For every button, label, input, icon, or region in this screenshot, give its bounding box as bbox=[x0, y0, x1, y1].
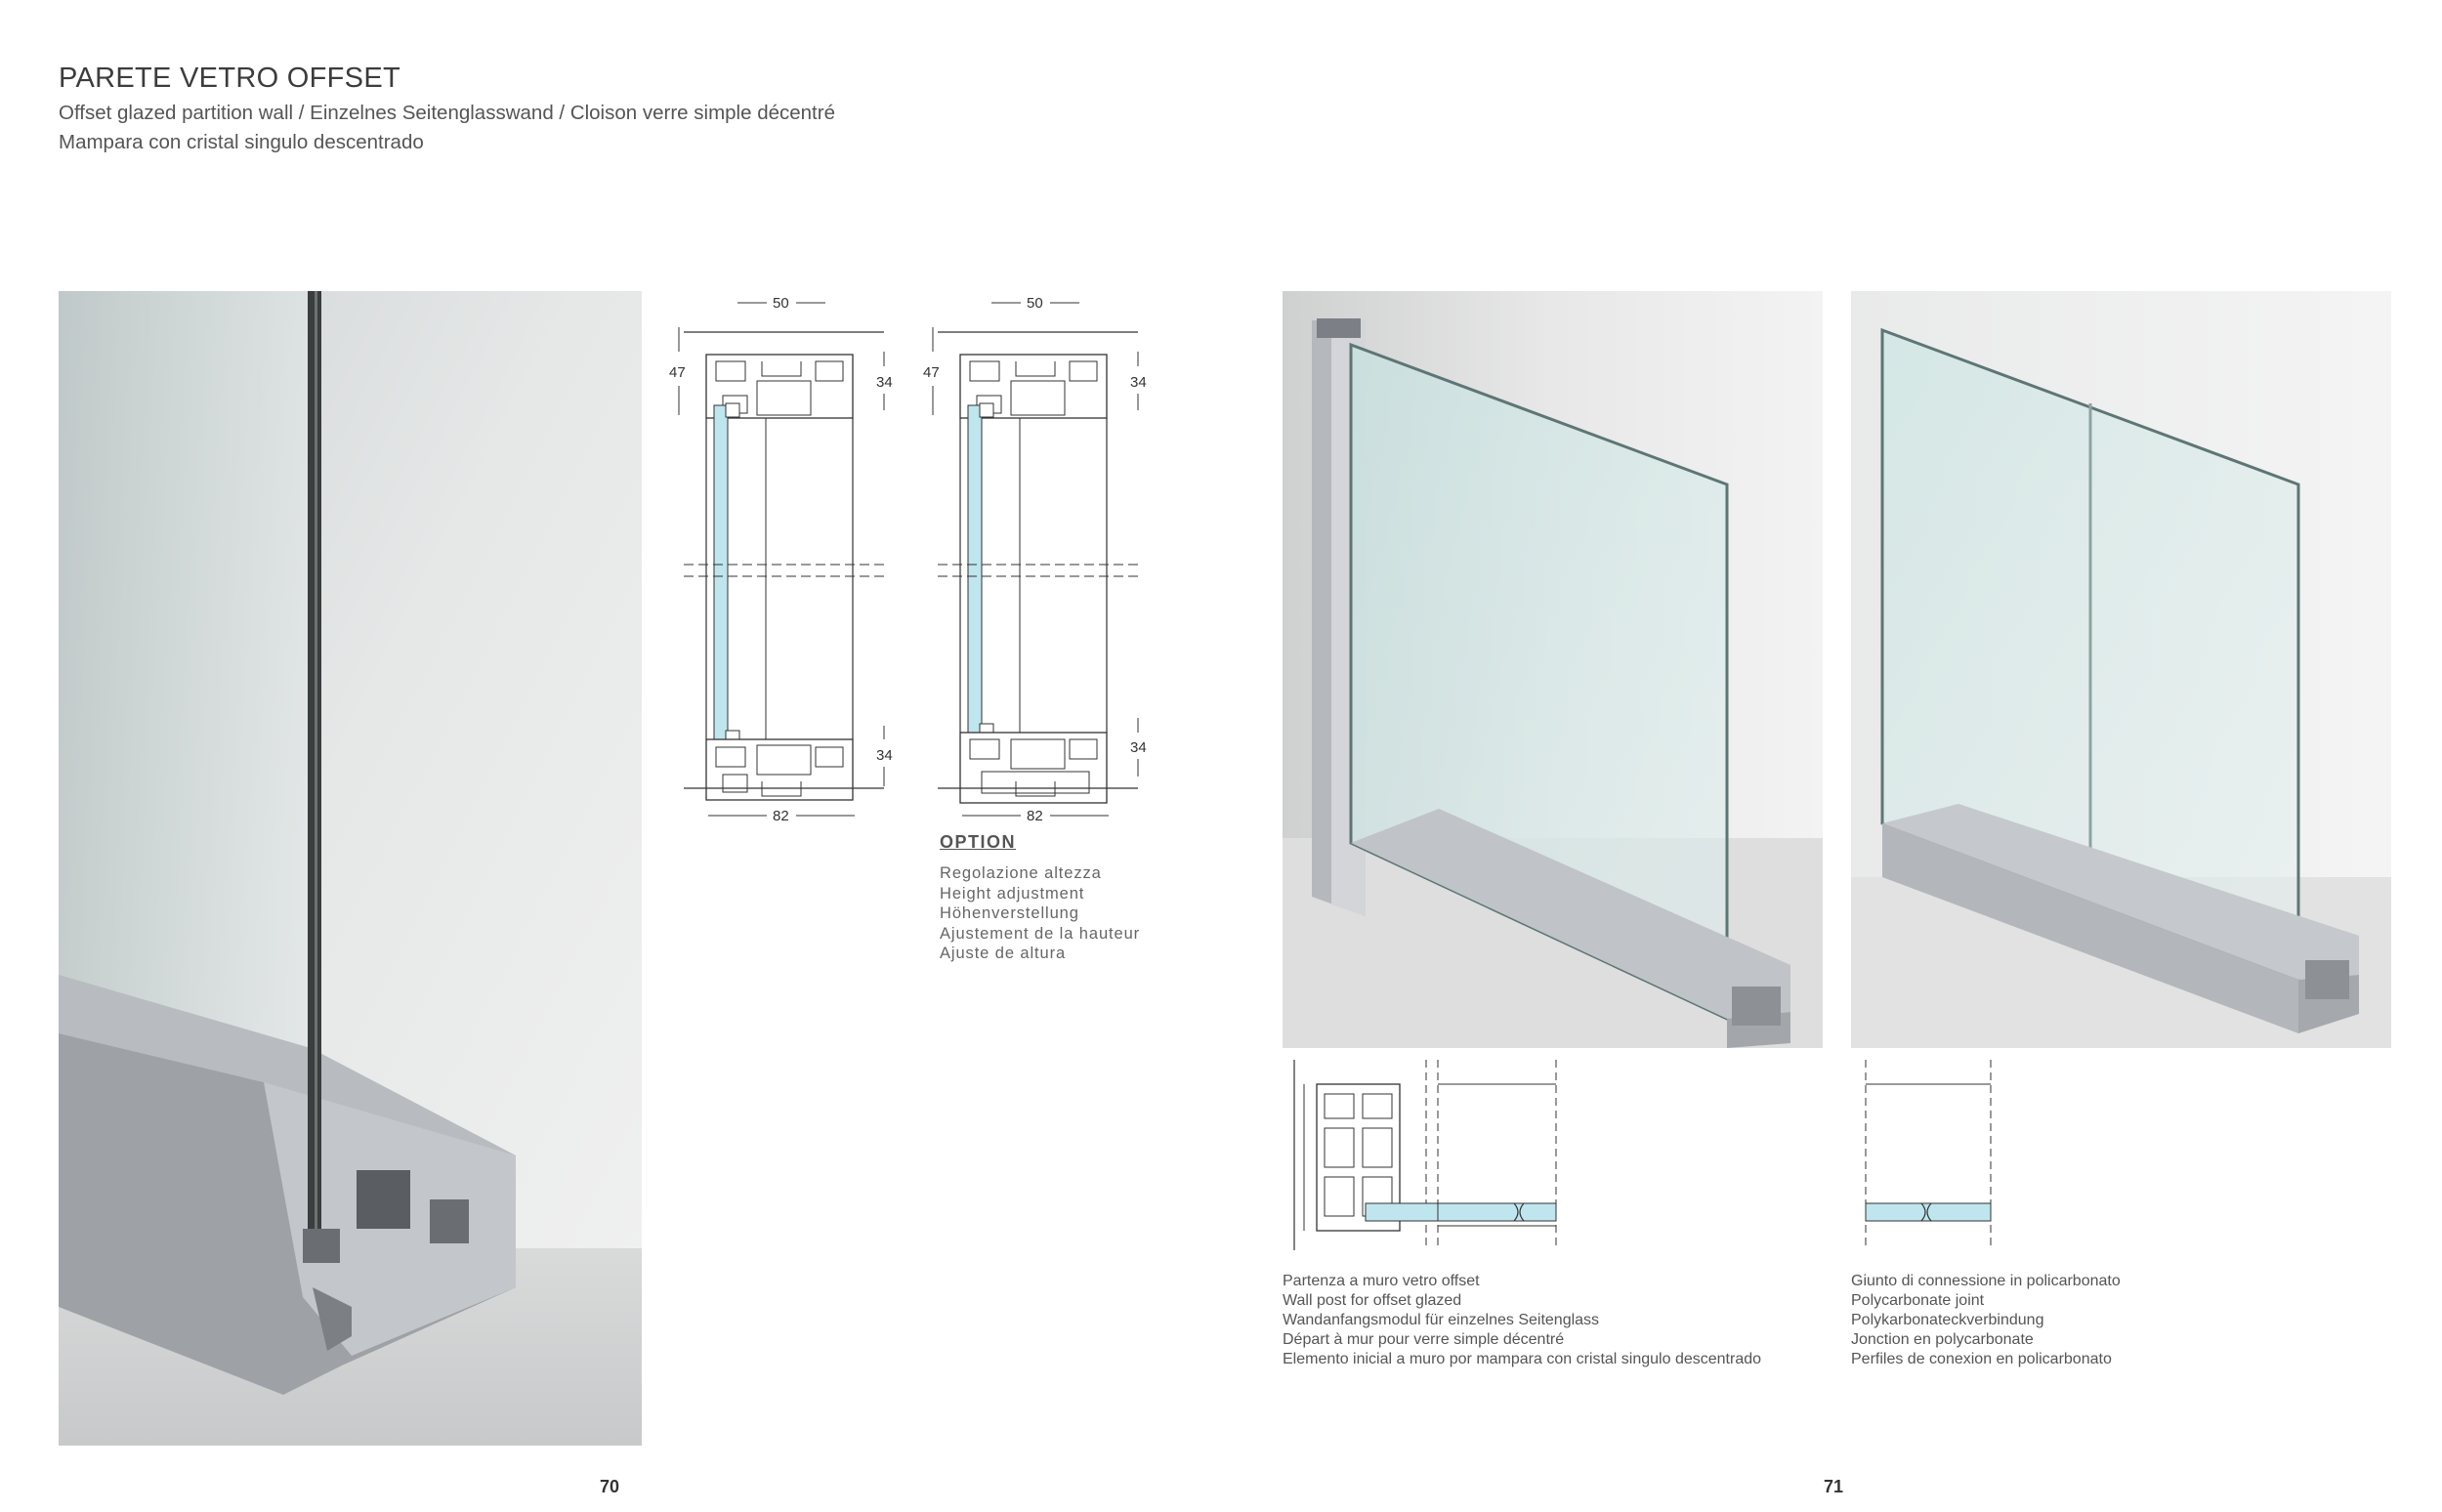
product-photo-closeup bbox=[59, 291, 642, 1446]
caption-line: Elemento inicial a muro por mampara con cristal singulo descentrado bbox=[1283, 1351, 1762, 1367]
caption-polycarbonate-joint bbox=[1851, 1272, 2121, 1369]
option-item: Ajuste de altura bbox=[940, 945, 1067, 962]
product-photo-wall-post bbox=[1283, 291, 1823, 1048]
dim-right-bottom: 34 bbox=[1130, 739, 1147, 756]
option-item: Regolazione altezza bbox=[940, 864, 1102, 882]
caption-line: Wall post for offset glazed bbox=[1283, 1292, 1462, 1309]
page-number-left: 70 bbox=[600, 1477, 620, 1496]
section-drawing-standard bbox=[669, 288, 894, 835]
plan-drawing-wall-post bbox=[1289, 1055, 1573, 1255]
option-list bbox=[940, 863, 1140, 964]
dim-top-width: 50 bbox=[773, 295, 789, 312]
dim-left-height: 47 bbox=[669, 364, 686, 381]
caption-line: Perfiles de conexion en policarbonato bbox=[1851, 1351, 2112, 1367]
dim-right-top: 34 bbox=[1130, 374, 1147, 391]
plan-drawing-polycarbonate-joint bbox=[1861, 1055, 1998, 1255]
page-subtitle-line2: Mampara con cristal singulo descentrado bbox=[59, 131, 424, 153]
caption-line: Giunto di connessione in policarbonato bbox=[1851, 1273, 2121, 1289]
option-item: Höhenverstellung bbox=[940, 904, 1079, 922]
page-subtitle-line1: Offset glazed partition wall / Einzelnes Seitenglasswand / Cloison verre simple décentré bbox=[59, 102, 835, 124]
option-title: OPTION bbox=[940, 832, 1017, 852]
caption-wall-post bbox=[1283, 1272, 1761, 1369]
section-drawing-option bbox=[923, 288, 1148, 835]
caption-line: Départ à mur pour verre simple décentré bbox=[1283, 1331, 1565, 1348]
page-number-right: 71 bbox=[1824, 1477, 1844, 1496]
option-item: Ajustement de la hauteur bbox=[940, 924, 1141, 943]
dim-bottom-width: 82 bbox=[1027, 808, 1043, 824]
caption-line: Jonction en polycarbonate bbox=[1851, 1331, 2034, 1348]
dim-bottom-width: 82 bbox=[773, 808, 789, 824]
dim-right-top: 34 bbox=[876, 374, 893, 391]
dim-top-width: 50 bbox=[1027, 295, 1043, 312]
caption-line: Polykarbonateckverbindung bbox=[1851, 1312, 2044, 1328]
product-photo-polycarbonate-joint bbox=[1851, 291, 2391, 1048]
caption-line: Wandanfangsmodul für einzelnes Seitenglass bbox=[1283, 1312, 1600, 1328]
option-item: Height adjustment bbox=[940, 884, 1085, 903]
caption-line: Polycarbonate joint bbox=[1851, 1292, 1985, 1309]
caption-line: Partenza a muro vetro offset bbox=[1283, 1273, 1480, 1289]
dim-left-height: 47 bbox=[923, 364, 940, 381]
dim-right-bottom: 34 bbox=[876, 747, 893, 764]
page-title: PARETE VETRO OFFSET bbox=[59, 63, 400, 94]
